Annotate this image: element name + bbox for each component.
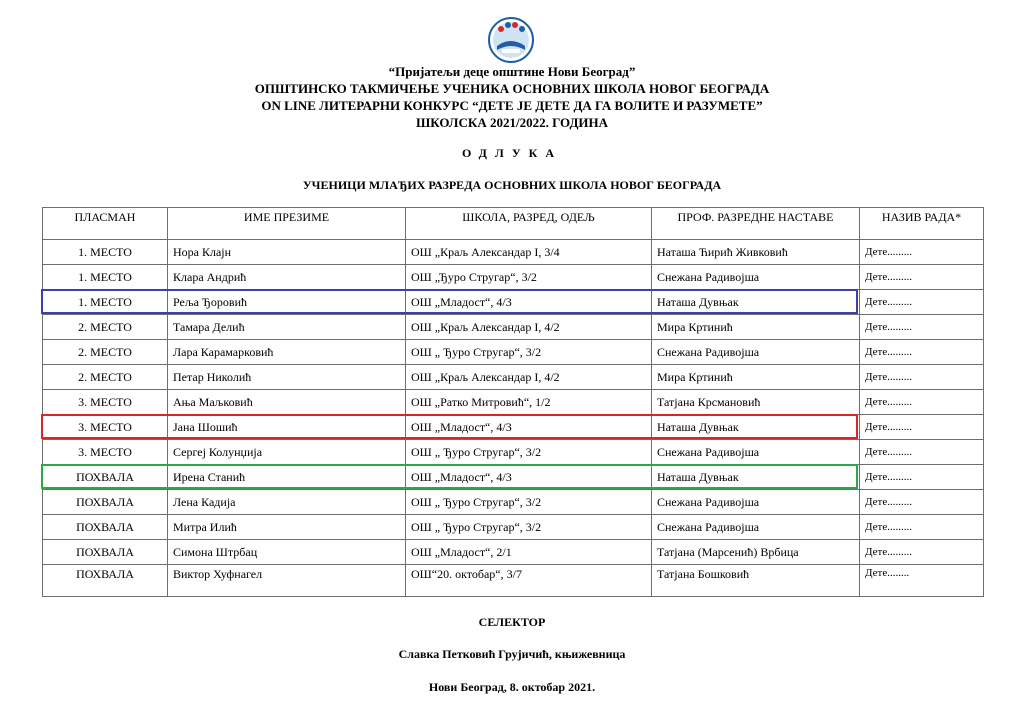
teacher-cell: Снежана Радивојша: [652, 440, 860, 465]
name-cell: Тамара Делић: [168, 315, 406, 340]
name-cell: Нора Клајн: [168, 240, 406, 265]
teacher-cell: Мира Кртинић: [652, 315, 860, 340]
place-cell: 2. МЕСТО: [43, 365, 168, 390]
selector-name: Славка Петковић Грујичић, књижевница: [398, 647, 626, 661]
column-header-placement: ПЛАСМАН: [43, 208, 168, 240]
selector-label: СЕЛЕКТОР: [478, 615, 546, 629]
place-cell: 3. МЕСТО: [43, 390, 168, 415]
table-row: [43, 515, 984, 540]
name-cell: Митра Илић: [168, 515, 406, 540]
organization-logo-icon: [487, 16, 535, 64]
table-row: [43, 265, 984, 290]
school-cell: ОШ „Младост“, 4/3: [406, 465, 652, 490]
place-date: Нови Београд, 8. октобар 2021.: [428, 680, 596, 694]
title-cell: Дете.........: [860, 365, 984, 390]
name-cell: Клара Андрић: [168, 265, 406, 290]
place-cell: ПОХВАЛА: [43, 565, 168, 597]
school-cell: ОШ „Ђуро Стругар“, 3/2: [406, 265, 652, 290]
school-cell: ОШ „ Ђуро Стругар“, 3/2: [406, 340, 652, 365]
table-row: [43, 415, 984, 440]
place-cell: ПОХВАЛА: [43, 540, 168, 565]
name-cell: Реља Ђоровић: [168, 290, 406, 315]
teacher-cell: Татјана Бошковић: [652, 565, 860, 597]
title-cell: Дете.........: [860, 265, 984, 290]
teacher-cell: Наташа Дувњак: [652, 415, 860, 440]
table-row: [43, 315, 984, 340]
school-cell: ОШ „Краљ Александар I, 4/2: [406, 315, 652, 340]
name-cell: Виктор Хуфнагел: [168, 565, 406, 597]
name-cell: Лена Кадија: [168, 490, 406, 515]
school-cell: ОШ „Младост“, 4/3: [406, 415, 652, 440]
place-cell: 1. МЕСТО: [43, 290, 168, 315]
place-cell: ПОХВАЛА: [43, 465, 168, 490]
column-header-title: НАЗИВ РАДА*: [860, 208, 984, 240]
school-cell: ОШ „ Ђуро Стругар“, 3/2: [406, 440, 652, 465]
teacher-cell: Наташа Дувњак: [652, 290, 860, 315]
teacher-cell: Татјана Крсмановић: [652, 390, 860, 415]
name-cell: Ирена Станић: [168, 465, 406, 490]
table-row: [43, 490, 984, 515]
teacher-cell: Наташа Ћирић Живковић: [652, 240, 860, 265]
title-cell: Дете.........: [860, 465, 984, 490]
title-cell: Дете.........: [860, 415, 984, 440]
school-cell: ОШ „Ратко Митровић“, 1/2: [406, 390, 652, 415]
place-cell: ПОХВАЛА: [43, 490, 168, 515]
school-cell: ОШ „ Ђуро Стругар“, 3/2: [406, 515, 652, 540]
table-row: [43, 365, 984, 390]
school-year: ШКОЛСКА 2021/2022. ГОДИНА: [415, 115, 609, 130]
contest-title: ON LINE ЛИТЕРАРНИ КОНКУРС “ДЕТЕ ЈЕ ДЕТЕ ДА ГА ВОЛИТЕ И РАЗУМЕТЕ”: [261, 98, 763, 113]
title-cell: Дете.........: [860, 340, 984, 365]
title-cell: Дете.........: [860, 290, 984, 315]
title-cell: Дете........: [860, 565, 984, 597]
place-cell: 2. МЕСТО: [43, 340, 168, 365]
teacher-cell: Снежана Радивојша: [652, 515, 860, 540]
teacher-cell: Снежана Радивојша: [652, 265, 860, 290]
table-row: [43, 290, 984, 315]
teacher-cell: Мира Кртинић: [652, 365, 860, 390]
results-table: [42, 207, 984, 597]
title-cell: Дете.........: [860, 315, 984, 340]
group-heading: УЧЕНИЦИ МЛАЂИХ РАЗРЕДА ОСНОВНИХ ШКОЛА НОВОГ БЕОГРАДА: [302, 178, 722, 192]
place-cell: 1. МЕСТО: [43, 240, 168, 265]
column-header-teacher: ПРОФ. РАЗРЕДНЕ НАСТАВЕ: [652, 208, 860, 240]
teacher-cell: Татјана (Марсенић) Врбица: [652, 540, 860, 565]
title-cell: Дете.........: [860, 390, 984, 415]
school-cell: ОШ „Краљ Александар I, 3/4: [406, 240, 652, 265]
title-cell: Дете.........: [860, 490, 984, 515]
table-row: [43, 465, 984, 490]
table-row: [43, 390, 984, 415]
table-row: [43, 340, 984, 365]
table-row: [43, 540, 984, 565]
organization-name: “Пријатељи деце општине Нови Београд”: [388, 64, 636, 79]
teacher-cell: Наташа Дувњак: [652, 465, 860, 490]
decision-heading: ОДЛУКА: [461, 146, 563, 160]
place-cell: 1. МЕСТО: [43, 265, 168, 290]
school-cell: ОШ“20. октобар“, 3/7: [406, 565, 652, 597]
table-row: [43, 565, 984, 597]
column-header-name: ИМЕ ПРЕЗИМЕ: [168, 208, 406, 240]
place-cell: 3. МЕСТО: [43, 440, 168, 465]
place-cell: 2. МЕСТО: [43, 315, 168, 340]
teacher-cell: Снежана Радивојша: [652, 340, 860, 365]
name-cell: Лара Карамарковић: [168, 340, 406, 365]
school-cell: ОШ „Младост“, 4/3: [406, 290, 652, 315]
place-cell: ПОХВАЛА: [43, 515, 168, 540]
name-cell: Јана Шошић: [168, 415, 406, 440]
competition-title: ОПШТИНСКО ТАКМИЧЕЊЕ УЧЕНИКА ОСНОВНИХ ШКОЛА НОВОГ БЕОГРАДА: [254, 81, 770, 96]
school-cell: ОШ „Младост“, 2/1: [406, 540, 652, 565]
title-cell: Дете.........: [860, 440, 984, 465]
title-cell: Дете.........: [860, 515, 984, 540]
name-cell: Ања Маљковић: [168, 390, 406, 415]
school-cell: ОШ „ Ђуро Стругар“, 3/2: [406, 490, 652, 515]
table-row: [43, 240, 984, 265]
teacher-cell: Снежана Радивојша: [652, 490, 860, 515]
name-cell: Симона Штрбац: [168, 540, 406, 565]
place-cell: 3. МЕСТО: [43, 415, 168, 440]
school-cell: ОШ „Краљ Александар I, 4/2: [406, 365, 652, 390]
name-cell: Петар Николић: [168, 365, 406, 390]
table-header-row: [43, 208, 984, 240]
title-cell: Дете.........: [860, 240, 984, 265]
name-cell: Сергеј Колунџија: [168, 440, 406, 465]
title-cell: Дете.........: [860, 540, 984, 565]
table-row: [43, 440, 984, 465]
column-header-school: ШКОЛА, РАЗРЕД, ОДЕЉ: [406, 208, 652, 240]
